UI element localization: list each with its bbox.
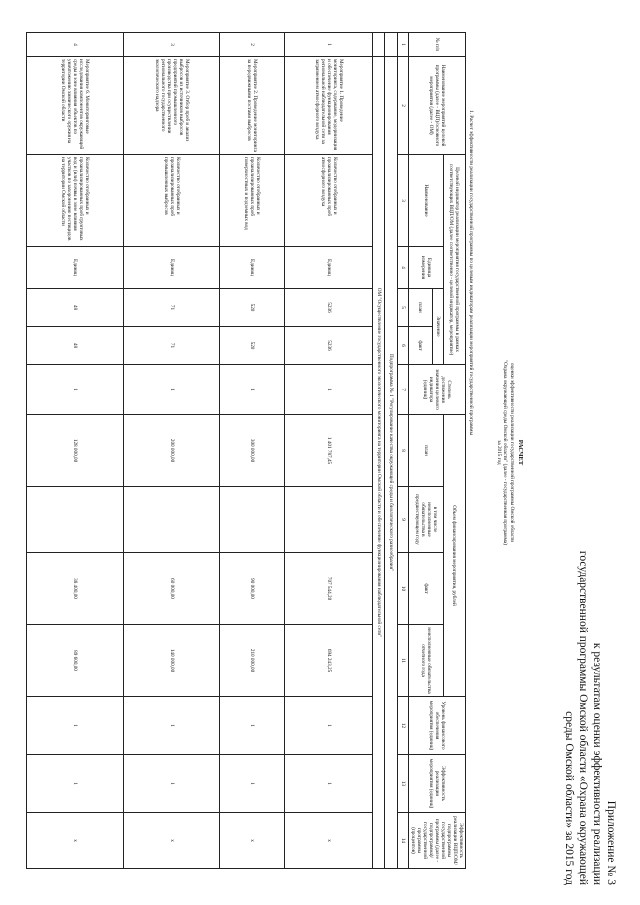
header-event: Наименование мероприятий целевой программы (далее - ВЦП)/основного мероприятия (далее - ОМ) xyxy=(408,57,465,155)
row-degree: 1 xyxy=(27,365,124,415)
row-fin-fact: 707 544,20 xyxy=(284,553,373,625)
header-plan: план xyxy=(408,289,432,327)
row-fin-plan: 128 000,00 xyxy=(27,415,124,487)
row-num: 2 xyxy=(220,33,284,57)
row-efficiency: 1 xyxy=(123,755,220,813)
efficiency-table xyxy=(26,32,466,869)
section-caption: 1. Расчет эффективности реализации государственной программы по целевым индикаторам реализации мероприятий государственной программы xyxy=(468,110,474,435)
row-fin-incl xyxy=(284,487,373,553)
header-fin-unfulfilled: неисполненные обязательства отчетного года xyxy=(408,625,443,697)
row-fin-unfulfilled: 210 000,00 xyxy=(220,625,284,697)
row-num: 4 xyxy=(27,33,124,57)
row-unit: Единиц xyxy=(284,247,373,289)
document-heading xyxy=(495,0,523,905)
row-efficiency: 1 xyxy=(27,755,124,813)
row-event: Мероприятие 1. Проведение мониторинга, содержание, модернизация и обеспечение функционирования региональной наблюдательной сети за загрязнением атмосферного воздуха xyxy=(284,57,373,155)
column-number: 13 xyxy=(397,755,408,813)
row-level: 1 xyxy=(27,697,124,755)
row-event: Мероприятие 6. Мониторинговые исследования компонентов окружающей среды в зоне влияния объектов по уничтожению химического оружия на территории Омской области xyxy=(27,57,124,155)
column-number: 1 xyxy=(397,33,408,57)
row-efficiency: 1 xyxy=(284,755,373,813)
header-ind-unit: Единица измерения xyxy=(408,247,443,289)
header-level: Уровень финансового обеспечения мероприятия (единиц) xyxy=(408,697,465,755)
header-ind-name: Наименование xyxy=(408,155,443,247)
row-eff-program: x xyxy=(27,813,124,869)
table-row xyxy=(27,33,124,869)
header-num: № п/п xyxy=(408,33,465,57)
appendix-line: среды Омской области» за 2015 год xyxy=(563,711,575,885)
column-number: 7 xyxy=(397,365,408,415)
row-degree: 1 xyxy=(220,365,284,415)
row-event: Мероприятие 2. Проведение мониторинга за передвижными постами выбросов xyxy=(220,57,284,155)
row-fact: 520 xyxy=(220,327,284,365)
row-degree: 1 xyxy=(123,365,220,415)
row-indicator: Количество отобранных и проанализированных проб поверхностных и подземных вод xyxy=(220,155,284,247)
row-level: 1 xyxy=(123,697,220,755)
row-fin-fact: 60 000,00 xyxy=(123,553,220,625)
heading-line: оценки эффективности реализации государственной программы Омской области xyxy=(508,362,515,543)
column-number: 2 xyxy=(397,57,408,155)
header-fact: факт xyxy=(408,327,432,365)
row-eff-program: x xyxy=(220,813,284,869)
subprogram-row xyxy=(385,33,397,869)
om-row xyxy=(373,33,385,869)
header-values: Значение xyxy=(432,289,443,365)
row-level: 1 xyxy=(284,697,373,755)
appendix-line: государственной программы Омской области «Охрана окружающей xyxy=(577,550,589,885)
row-unit: Единиц xyxy=(220,247,284,289)
appendix-block xyxy=(562,551,618,885)
header-degree: Степень достижения значения целевого индикатора (единиц) xyxy=(408,365,465,415)
row-fin-fact: 38 400,00 xyxy=(27,553,124,625)
row-indicator: Количество отобранных и проанализированных проб атмосферного воздуха xyxy=(284,155,373,247)
header-finance: Объем финансирования мероприятия, рублей xyxy=(443,415,465,697)
row-fin-plan: 200 000,00 xyxy=(123,415,220,487)
document-title: РАСЧЕТ xyxy=(517,439,524,466)
column-number: 4 xyxy=(397,247,408,289)
row-unit: Единиц xyxy=(123,247,220,289)
column-number: 14 xyxy=(397,813,408,869)
column-number: 12 xyxy=(397,697,408,755)
row-fin-unfulfilled: 140 000,00 xyxy=(123,625,220,697)
row-fin-plan: 1 401 787,45 xyxy=(284,415,373,487)
row-num: 1 xyxy=(284,33,373,57)
row-fin-unfulfilled: 89 600,00 xyxy=(27,625,124,697)
row-unit: Единиц xyxy=(27,247,124,289)
header-fin-incl: в том числе неисполненные обязательства в предшествующем году xyxy=(408,487,443,553)
row-num: 3 xyxy=(123,33,220,57)
row-plan: 5236 xyxy=(284,289,373,327)
column-number: 5 xyxy=(397,289,408,327)
column-numbers-row xyxy=(397,33,408,869)
header-fin-fact: факт xyxy=(408,553,443,625)
row-fin-incl xyxy=(220,487,284,553)
column-number: 11 xyxy=(397,625,408,697)
row-efficiency: 1 xyxy=(220,755,284,813)
row-degree: 1 xyxy=(284,365,373,415)
row-fact: 48 xyxy=(27,327,124,365)
row-level: 1 xyxy=(220,697,284,755)
header-fin-plan: план xyxy=(408,415,443,487)
row-fin-unfulfilled: 694 243,25 xyxy=(284,625,373,697)
header-eff-program: Эффективность реализации ВЦП/ОМ/подпрограммы государственной программы (далее - подпрограмма)/государственной программы (процентов) xyxy=(408,813,465,869)
table-row xyxy=(220,33,284,869)
row-fact: 71 xyxy=(123,327,220,365)
row-fin-incl xyxy=(123,487,220,553)
row-indicator: Количество отобранных и проанализированных проб грунтовых вод и (или) почвы в зоне влияния участков по захоронению пестицидов на территории Омской области xyxy=(27,155,124,247)
appendix-line: к результатам оценки эффективности реализации xyxy=(591,642,603,885)
appendix-line: Приложение № 3 xyxy=(605,800,617,885)
row-event: Мероприятие 3. Отбор проб и анализ выбросов из источников выбросов предприятий промышленного производства при осуществлении регионального государственного экологического надзора xyxy=(123,57,220,155)
table-row xyxy=(284,33,373,869)
row-fin-fact: 90 000,00 xyxy=(220,553,284,625)
row-fin-plan: 300 000,00 xyxy=(220,415,284,487)
row-eff-program: x xyxy=(284,813,373,869)
row-plan: 71 xyxy=(123,289,220,327)
table-row xyxy=(123,33,220,869)
column-number: 3 xyxy=(397,155,408,247)
heading-line: за 2015 год xyxy=(495,440,502,465)
heading-line: "Охрана окружающей среды Омской области" (далее - государственная программа) xyxy=(502,360,509,545)
row-indicator: Количество отобранных и проанализированных проб промышленных выбросов xyxy=(123,155,220,247)
column-number: 8 xyxy=(397,415,408,487)
om-title: ОМ "Осуществление государственного экологического мониторинга на территории Омской области и обеспечение функционирования наблюдательной сети" xyxy=(373,57,385,869)
row-plan: 48 xyxy=(27,289,124,327)
header-indicator-group: Целевой индикатор реализации мероприятия государственной программы в рамках соответствующих ВЦП/ОМ (далее соответственно - целевой индикатор, мероприятие) xyxy=(443,155,465,365)
subprogram-title: Подпрограмма № 1 "Регулирование качества окружающей среды и биологического разнообразия" xyxy=(385,57,397,869)
row-fin-incl xyxy=(27,487,124,553)
header-efficiency: Эффективность реализации мероприятия (единиц) xyxy=(408,755,465,813)
row-fact: 5236 xyxy=(284,327,373,365)
column-number: 6 xyxy=(397,327,408,365)
column-number: 9 xyxy=(397,487,408,553)
column-number: 10 xyxy=(397,553,408,625)
row-plan: 520 xyxy=(220,289,284,327)
row-eff-program: x xyxy=(123,813,220,869)
